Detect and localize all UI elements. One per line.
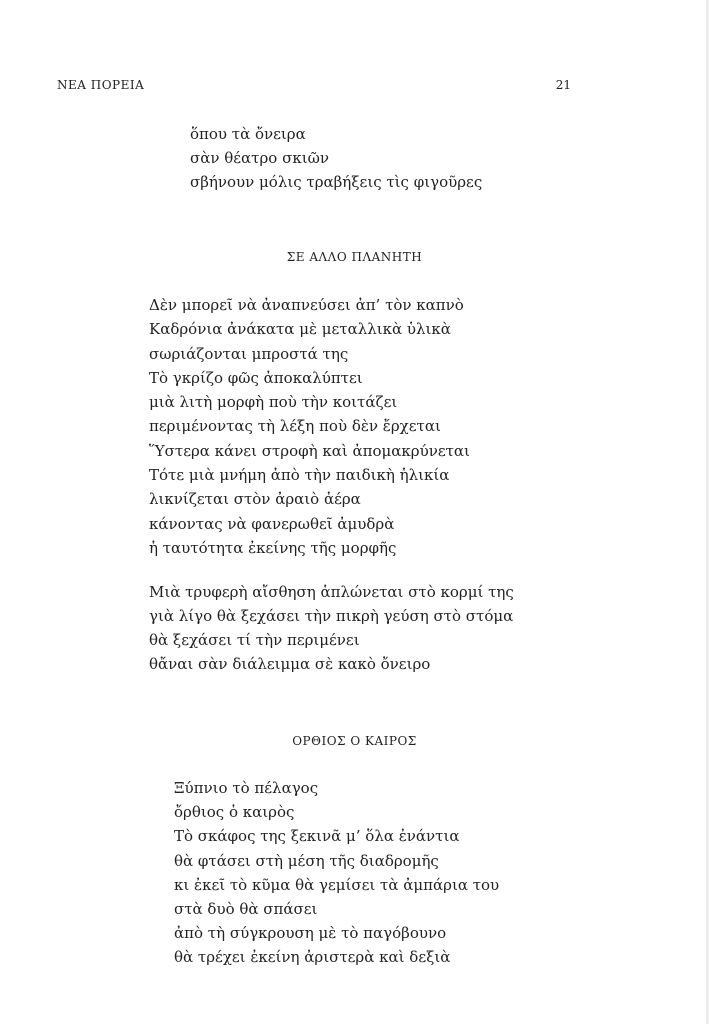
poem-line: Τὸ γκρίζο φῶς ἀποκαλύπτει [149,368,363,387]
journal-title: ΝΕΑ ΠΟΡΕΙΑ [57,78,145,92]
poem-line: Μιὰ τρυφερὴ αἴσθηση ἁπλώνεται στὸ κορμί της [149,583,514,601]
poem-line: θὰ τρέχει ἐκείνη ἀριστερὰ καὶ δεξιὰ [174,948,451,967]
poem-line: σωριάζονται μπροστά της [149,344,349,363]
poem-title: ΣΕ ΑΛΛΟ ΠΛΑΝΗΤΗ [286,250,423,264]
poem-line: Ὕστερα κάνει στροφὴ καὶ ἀπομακρύνεται [149,441,470,460]
poem-line: λικνίζεται στὸν ἀραιὸ ἀέρα [149,490,361,509]
poem-line: ἡ ταυτότητα ἐκείνης τῆς μορφῆς [149,538,397,557]
poem-line: ὅπου τὰ ὄνειρα [190,125,306,143]
poem-line: Δὲν μπορεῖ νὰ ἀναπνεύσει ἀπ’ τὸν καπνὸ [149,296,464,314]
poem-stanza [149,293,470,560]
poem-line: στὰ δυὸ θὰ σπάσει [174,900,318,919]
page-number: 21 [555,78,571,92]
poem-line: θὰ φτάσει στὴ μέση τῆς διαδρομῆς [174,851,439,870]
poem-line: θἄναι σὰν διάλειμμα σὲ κακὸ ὄνειρο [149,655,431,673]
poem-stanza [174,776,499,970]
poem-line: κι ἐκεῖ τὸ κῦμα θὰ γεμίσει τὰ ἀμπάρια του [174,875,500,894]
poem-line: θὰ ξεχάσει τί τὴν περιμένει [149,631,360,649]
poem-line: Τότε μιὰ μνήμη ἀπὸ τὴν παιδικὴ ἡλικία [149,466,450,485]
poem-line: κάνοντας νὰ φανερωθεῖ ἀμυδρὰ [149,514,395,533]
poem-line: Τὸ σκάφος της ξεκινᾶ μ’ ὅλα ἐνάντια [174,827,460,846]
poem-stanza [149,580,514,676]
poem-line: ὄρθιος ὁ καιρὸς [174,803,295,822]
poem-line: σβήνουν μόλις τραβήξεις τὶς φιγοῦρες [190,173,483,191]
poem-line: γιὰ λίγο θὰ ξεχάσει τὴν πικρὴ γεύση στὸ στόμα [149,607,514,625]
poem-line: περιμένοντας τὴ λέξη ποὺ δὲν ἔρχεται [149,417,441,436]
poem-line: Καδρόνια ἀνάκατα μὲ μεταλλικὰ ὑλικὰ [149,320,451,339]
running-header [57,78,571,98]
poem-line: Ξύπνιο τὸ πέλαγος [174,779,319,797]
poem-title: ΟΡΘΙΟΣ Ο ΚΑΙΡΟΣ [292,734,417,748]
intro-stanza [190,122,482,194]
poem-line: μιὰ λιτὴ μορφὴ ποὺ τὴν κοιτάζει [149,393,398,412]
poem-line: σὰν θέατρο σκιῶν [190,149,329,167]
poem-line: ἀπὸ τὴ σύγκρουση μὲ τὸ παγόβουνο [174,924,447,943]
